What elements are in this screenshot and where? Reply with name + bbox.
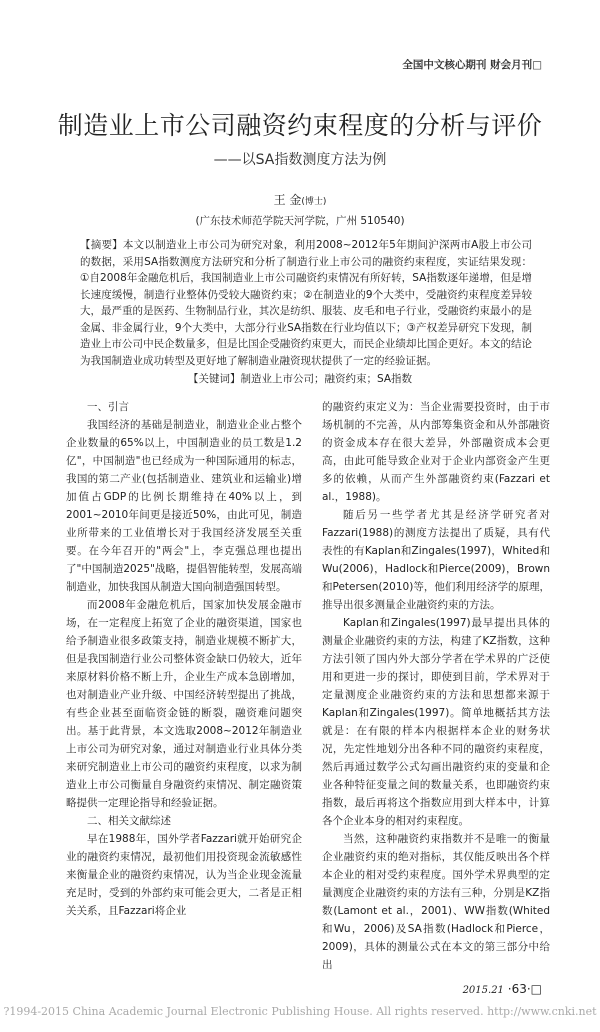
abstract: 【摘要】本文以制造业上市公司为研究对象，利用2008~2012年5年期间沪深两市A股上市公司的数据，采用SA指数测度方法研究和分析了制造行业上市公司的融资约束程度，实证结果发现：①自2008年金融危机后，我国制造业上市公司融资约束情况有所好转，SA指数逐年递增，但是增长速度缓慢，制造行业整体仍受较大融资约束；②在制造业的9个大类中，受融资约束程度差异较大，最严重的是医药、生物制品行业，其次是纺织、服装、皮毛和电子行业，受融资约束最小的是金属、非金属行业，9个大类中，大部分行业SA指数在行业均值以下；③产权差异研究下发现，制造业上市公司中民企数量多，但是比国企受融资约束更大，而民企业绩却比国企更好。本文的结论为我国制造业成功转型及更好地了解制造业融资现状提供了一定的经验证据。 (80, 239, 532, 367)
left-column (66, 398, 302, 974)
paragraph: 随后另一些学者尤其是经济学研究者对Fazzari(1988)的测度方法提出了质疑，具有代表性的有Kaplan和Zingales(1997)，Whited和Wu(2006)，Hadlock和Pierce(2009)，Brown和Petersen(2010)等，他们利用经济学的原理，推导出很多测量企业融资约束的方法。 (322, 508, 550, 611)
paragraph: 的融资约束定义为：当企业需要投资时，由于市场机制的不完善，从内部筹集资金和从外部融资的资金成本存在很大差异，外部融资成本会更高，由此可能导致企业对于企业内部资金产生更多的依赖，从而产生外部融资约束(Fazzari et al.，1988)。 (322, 400, 550, 503)
article-subtitle: ——以SA指数测度方法为例 (213, 152, 387, 168)
paragraph: 早在1988年，国外学者Fazzari就开始研究企业的融资约束情况，最初他们用投资现金流敏感性来衡量企业的融资约束情况，认为当企业现金流量充足时，受到的外部约束可能会更大，二者是正相关关系，且Fazzari将企业 (66, 832, 302, 917)
section-heading-literature-review: 二、相关文献综述 (87, 814, 171, 827)
paragraph: Kaplan和Zingales(1997)最早提出具体的测量企业融资约束的方法，构建了KZ指数，这种方法引领了国内外大部分学者在学术界的广泛使用和更进一步的探讨，即使到目前，学术界对于定量测度企业融资约束的方法和思想都来源于Kaplan和Zingales(1997)。简单地概括其方法就是：在有限的样本内根据样本企业的财务状况，先定性地划分出各种不同的融资约束程度，然后再通过数学公式勾画出融资约束的变量和企业各种特征变量之间的数量关系，也即融资约束指数，最后再将这个指数应用到大样本中，计算各个企业本身的相对约束程度。 (322, 616, 550, 827)
paragraph: 我国经济的基础是制造业，制造业企业占整个企业数量的65%以上，中国制造业的员工数是1.2亿"，中国制造"也已经成为一种国际通用的标志，我国的第二产业(包括制造业、建筑业和运输业)增加值占GDP的比例长期维持在40%以上，到2001~2010年间更是接近50%，由此可见，制造业所带来的工业值增长对于我国经济发展至关重要。在今年召开的"两会"上，李克强总理也提出了"中国制造2025"战略，提倡智能转型，发展高端制造业，加快我国从制造大国向制造强国转型。 (66, 418, 302, 593)
article-title: 制造业上市公司融资约束程度的分析与评价 (57, 111, 543, 140)
affiliation: (广东技术师范学院天河学院，广州 510540) (195, 215, 405, 227)
author (0, 192, 600, 210)
keywords: 【关键词】制造业上市公司；融资约束；SA指数 (187, 373, 413, 385)
paragraph: 当然，这种融资约束指数并不是唯一的衡量企业融资约束的绝对指标，其仅能反映出各个样本企业的相对受约束程度。国外学术界典型的定量测度企业融资约束的方法有三种，分别是KZ指数(Lamont et al.，2001)、WW指数(Whited和Wu，2006)及SA指数(Hadlock和Pierce，2009)，具体的测量公式在本文的第三部分中给出 (322, 832, 550, 971)
section-heading-introduction: 一、引言 (87, 400, 129, 413)
author-name: 王 金 (273, 193, 302, 207)
issue-number: 2015.21 (462, 984, 504, 996)
author-degree: (博士) (301, 197, 327, 207)
paragraph: 而2008年金融危机后，国家加快发展金融市场，在一定程度上拓宽了企业的融资渠道，国家也给予制造业很多政策支持，制造业规模不断扩大，但是我国制造行业公司整体资金缺口仍较大，近年来原材料价格不断上升，企业生产成本急剧增加，也对制造业产业升级、中国经济转型提出了挑战，有些企业甚至面临资金链的断裂，融资难问题突出。基于此背景，本文选取2008~2012年制造业上市公司为研究对象，通过对制造业行业具体分类来研究制造业上市公司的融资约束程度，以求为制造业上市公司衡量自身融资约束情况、制定融资策略提供一定理论指导和经验证据。 (66, 598, 302, 809)
right-column (322, 398, 550, 974)
page-number (0, 980, 600, 1000)
journal-header: 全国中文核心期刊 财会月刊□ (402, 59, 542, 71)
body-columns (66, 398, 550, 974)
page-label: ·63·□ (507, 981, 542, 996)
copyright-watermark: ?1994-2015 China Academic Journal Electronic Publishing House. All rights reserved. http://www.cnki.net (3, 1004, 597, 1018)
